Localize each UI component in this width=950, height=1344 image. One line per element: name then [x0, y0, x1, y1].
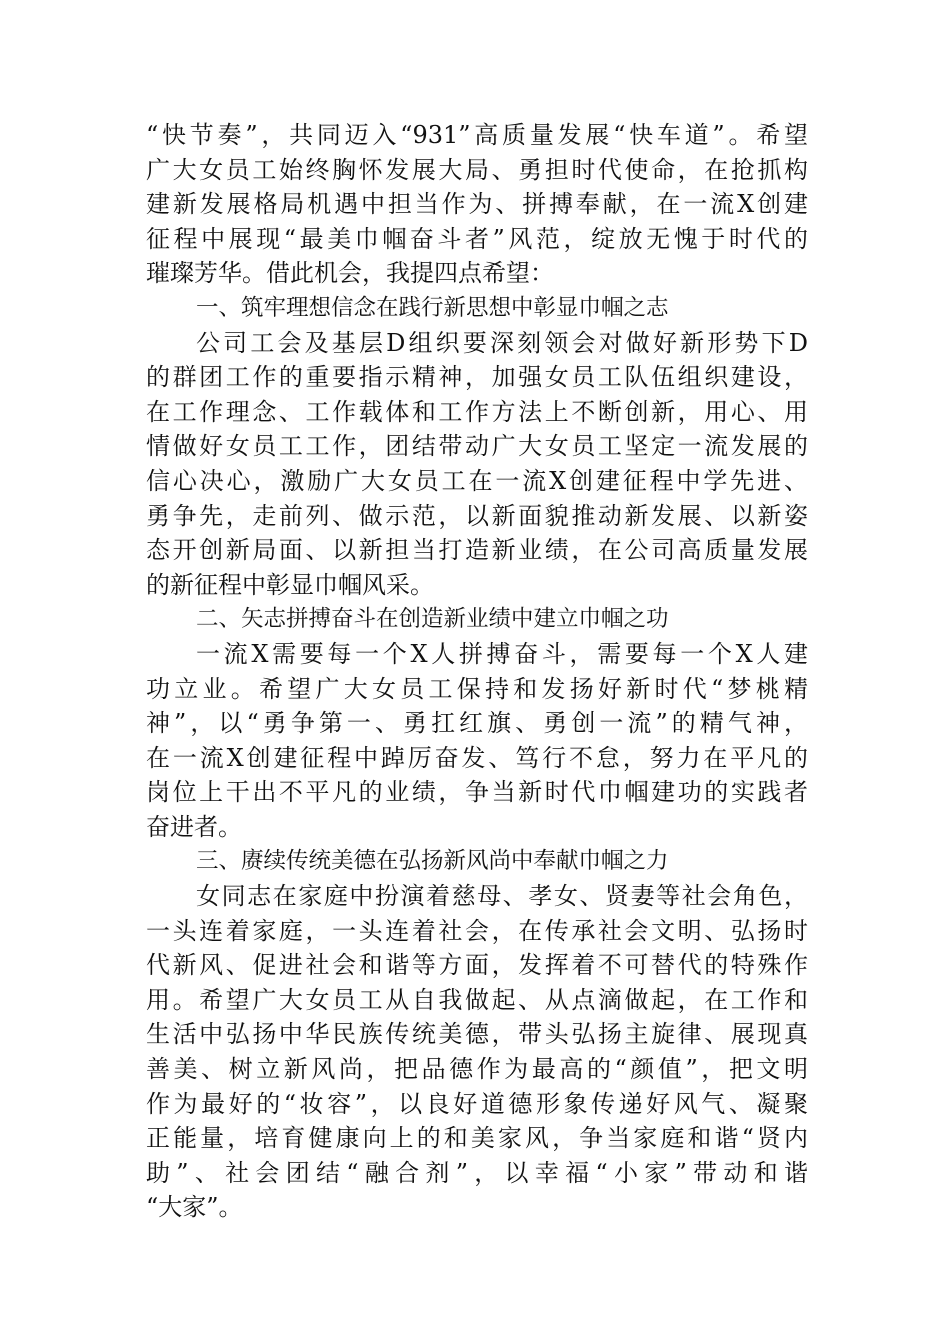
section-3-paragraph	[146, 879, 808, 1225]
text-line: 的群团工作的重要指示精神，加强女员工队伍组织建设，	[146, 363, 808, 392]
text-line: 一头连着家庭，一头连着社会，在传承社会文明、弘扬时	[146, 916, 808, 945]
text-line: 奋进者。	[146, 812, 242, 841]
text-line: 用。希望广大女员工从自我做起、从点滴做起，在工作和	[146, 985, 808, 1014]
text-line: 璀璨芳华。借此机会，我提四点希望：	[146, 259, 554, 288]
section-heading-2: 二、矢志拼搏奋斗在创造新业绩中建立巾帼之功	[196, 606, 669, 633]
text-line: 作为最好的“妆容”，以良好道德形象传递好风气、凝聚	[146, 1089, 808, 1118]
text-line: 岗位上干出不平凡的业绩，争当新时代巾帼建功的实践者	[146, 778, 808, 807]
section-heading-3: 三、赓续传统美德在弘扬新风尚中奉献巾帼之力	[196, 848, 669, 875]
text-line: 一流X需要每一个X人拼搏奋斗，需要每一个X人建	[196, 639, 808, 668]
text-line: “快节奏”，共同迈入“931”高质量发展“快车道”。希望	[146, 121, 808, 149]
text-line: 信心决心，激励广大女员工在一流X创建征程中学先进、	[146, 466, 808, 495]
document-page	[146, 118, 808, 1225]
section-1-paragraph	[146, 326, 808, 603]
intro-paragraph	[146, 118, 808, 291]
text-line: 情做好女员工工作，团结带动广大女员工坚定一流发展的	[146, 432, 808, 461]
text-line: 态开创新局面、以新担当打造新业绩，在公司高质量发展	[146, 536, 808, 565]
text-line: 功立业。希望广大女员工保持和发扬好新时代“梦桃精	[146, 674, 808, 703]
text-line: 勇争先，走前列、做示范，以新面貌推动新发展、以新姿	[146, 501, 808, 530]
section-2-paragraph	[146, 637, 808, 845]
text-line: 广大女员工始终胸怀发展大局、勇担时代使命，在抢抓构	[146, 155, 808, 184]
text-line: 征程中展现“最美巾帼奋斗者”风范，绽放无愧于时代的	[146, 224, 808, 253]
text-line: 在一流X创建征程中踔厉奋发、笃行不怠，努力在平凡的	[146, 743, 808, 772]
text-line: 正能量，培育健康向上的和美家风，争当家庭和谐“贤内	[146, 1124, 808, 1153]
text-line: 善美、树立新风尚，把品德作为最高的“颜值”，把文明	[146, 1055, 808, 1084]
text-line: 的新征程中彰显巾帼风采。	[146, 570, 434, 599]
text-line: 在工作理念、工作载体和工作方法上不断创新，用心、用	[146, 397, 808, 426]
section-heading-1: 一、筑牢理想信念在践行新思想中彰显巾帼之志	[196, 294, 669, 321]
text-line: 生活中弘扬中华民族传统美德，带头弘扬主旋律、展现真	[146, 1020, 808, 1049]
text-line: 助”、社会团结“融合剂”，以幸福“小家”带动和谐	[146, 1158, 808, 1187]
text-line: 神”，以“勇争第一、勇扛红旗、勇创一流”的精气神，	[146, 709, 808, 738]
text-line: 女同志在家庭中扮演着慈母、孝女、贤妻等社会角色，	[196, 882, 808, 911]
text-line: 公司工会及基层D组织要深刻领会对做好新形势下D	[196, 328, 808, 357]
text-line: 建新发展格局机遇中担当作为、拼搏奉献，在一流X创建	[146, 190, 808, 219]
text-line: “大家”。	[146, 1193, 243, 1222]
text-line: 代新风、促进社会和谐等方面，发挥着不可替代的特殊作	[146, 951, 808, 980]
